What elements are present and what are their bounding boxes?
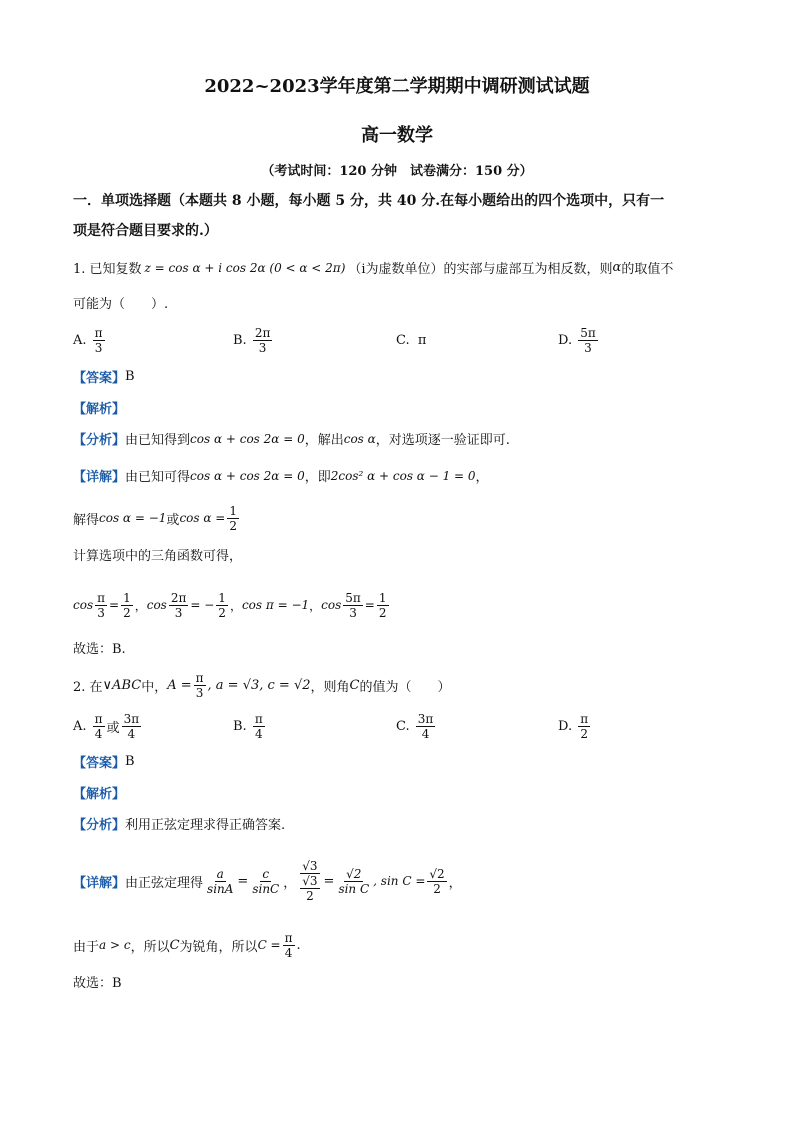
exam-subject: 高一数学: [361, 125, 433, 146]
q1-calc-text: 计算选项中的三角函数可得，: [73, 549, 243, 564]
q2-fenxi: 【分析】 利用正弦定理求得正确答案.: [73, 818, 286, 833]
q1-stem-line2: 可能为（ ）.: [73, 297, 169, 312]
q1-option-a: A. $\frac{\pi}{3}$: [73, 325, 103, 355]
q1-option-b: B. $\frac{2\pi}{3}$: [233, 325, 271, 355]
q2-option-b: B. $\frac{\pi}{4}$: [233, 711, 263, 741]
q1-answer: 【答案】 B: [73, 369, 135, 386]
q1-stem: 1. 已知复数 z = cos α + i cos 2α (0 < α < 2π) （i为虚数单位）的实部与虚部互为相反数，则 α 的取值不: [73, 260, 674, 277]
q2-final: 故选：B: [73, 976, 122, 991]
q1-fenxi: 【分析】 由已知得到 cos α + cos 2α = 0 ，解出 cos α ，对选项逐一验证即可.: [73, 431, 510, 448]
q1-calc-items: cos $\frac{\pi}{3}$ = $\frac{1}{2}$ ， cos $\frac{2\pi}{3}$ = − $\frac{1}{2}$ ， cos π = −1 ， cos $\frac{5\pi}{3}$ = $\frac{1}{2}$: [73, 590, 387, 620]
q1-options: [73, 322, 733, 358]
q1-xiangjie: 【详解】 由已知可得 cos α + cos 2α = 0 ，即 2cos² α + cos α − 1 = 0 ，: [73, 468, 489, 485]
section-heading-line2: 项是符合题目要求的.）: [73, 223, 218, 239]
q1-final: 故选：B.: [73, 642, 126, 657]
q2-analysis-tag: 【解析】: [73, 787, 126, 802]
q2-stem: 2. 在 ∨ABC 中， A = $\frac{\pi}{3}$ , a = √3, c = √2 ，则角 C 的值为（ ）: [73, 670, 451, 700]
q2-options: [73, 708, 733, 744]
exam-info: （考试时间：120 分钟 试卷满分：150 分）: [261, 164, 533, 179]
q1-option-c: C. π: [396, 332, 427, 348]
q2-xiangjie: 【详解】 由正弦定理得 $\frac{a}{\sin A}$ = $\frac{c}{\sin C}$ ， √3 √3 2 = $\frac{√2}{\text{sin C}}$ , sin C = $\frac{√2}{2}$ ，: [73, 859, 462, 903]
q1-analysis-tag: 【解析】: [73, 402, 126, 417]
q1-stem-formula: z = cos α + i cos 2α (0 < α < 2π): [144, 260, 346, 275]
exam-title: 2022~2023学年度第二学期期中调研测试试题: [204, 76, 590, 97]
q2-answer: 【答案】 B: [73, 754, 135, 771]
q2-option-c: C. $\frac{3\pi}{4}$: [396, 711, 434, 741]
section-heading-line1: 一．单项选择题（本题共 8 小题，每小题 5 分，共 40 分.在每小题给出的四个选项中，只有一: [73, 193, 665, 209]
q2-option-a: A. $\frac{\pi}{4}$ 或 $\frac{3\pi}{4}$: [73, 711, 140, 741]
q2-conclusion: 由于 a > c ，所以 C 为锐角，所以 C = $\frac{\pi}{4}$ .: [73, 930, 301, 960]
q1-option-d: D. $\frac{5\pi}{3}$: [558, 325, 596, 355]
q1-solve: 解得 cos α = −1 或 cos α = $\frac{1}{2}$: [73, 503, 237, 533]
q2-option-d: D. $\frac{\pi}{2}$: [558, 711, 589, 741]
